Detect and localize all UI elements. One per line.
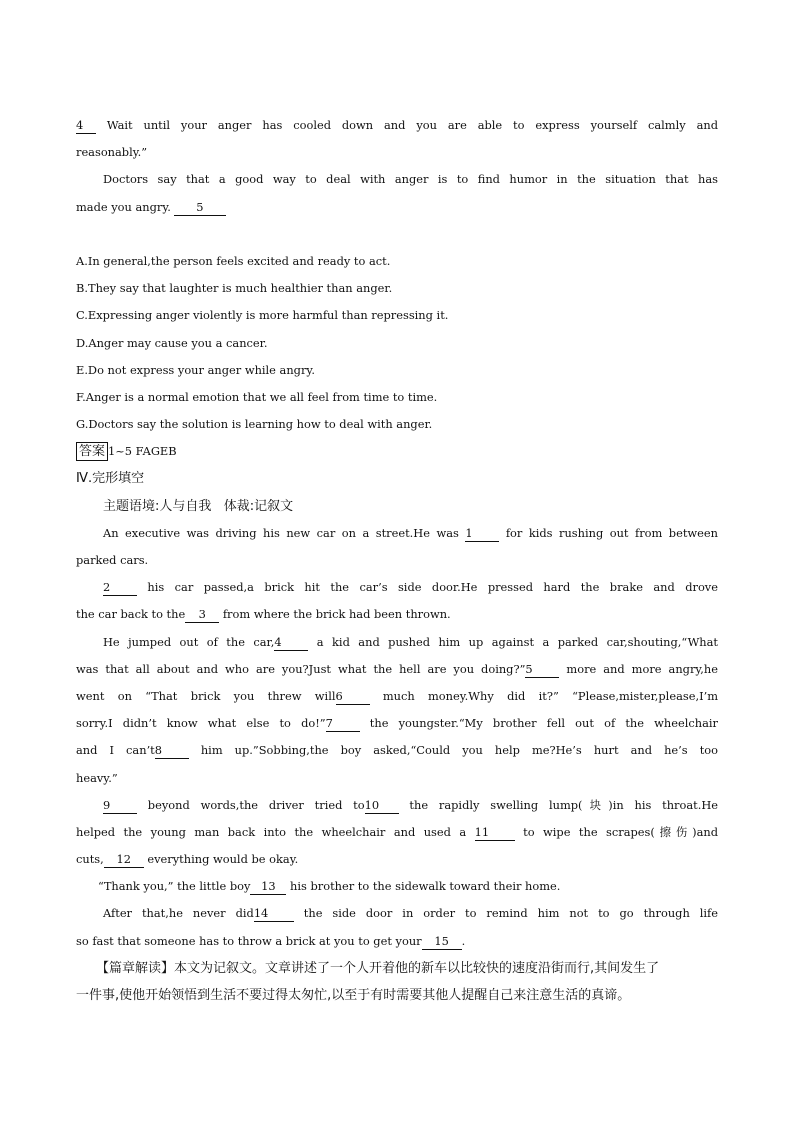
cloze-line: After that,he never did14 the side door in order to remind him not to go through life bbox=[103, 906, 718, 921]
blank-4b[interactable]: 4 bbox=[274, 635, 308, 651]
option-list bbox=[76, 248, 718, 438]
analysis-label: 【篇章解读】 bbox=[96, 960, 175, 976]
passage-line: Doctors say that a good way to deal with anger is to find humor in the situation that has bbox=[103, 172, 718, 187]
cloze-line: He jumped out of the car,4 a kid and pushed him up against a parked car,shouting,“What bbox=[103, 634, 718, 649]
cloze-line: 9 beyond words,the driver tried to10 the rapidly swelling lump(块)in his throat.He bbox=[103, 797, 718, 812]
blank-5[interactable]: 5 bbox=[174, 200, 226, 216]
option-item: C.Expressing anger violently is more harmful than repressing it. bbox=[76, 308, 449, 323]
blank-14[interactable]: 14 bbox=[254, 906, 294, 922]
answer-value: 1~5 FAGEB bbox=[108, 444, 177, 459]
passage-line: made you angry. 5 bbox=[76, 194, 718, 221]
cloze-line: so fast that someone has to throw a brick at you to get your 15 . bbox=[76, 933, 466, 948]
option-item: F.Anger is a normal emotion that we all feel from time to time. bbox=[76, 389, 438, 404]
cloze-line: helped the young man back into the wheelchair and used a 11 to wipe the scrapes(擦伤)and bbox=[76, 824, 718, 839]
analysis-line: 一件事,使他开始领悟到生活不要过得太匆忙,以至于有时需要其他人提醒自己来注意生活的真谛。 bbox=[76, 988, 631, 1003]
blank-1[interactable]: 1 bbox=[465, 526, 499, 542]
cloze-line: was that all about and who are you?Just what the hell are you doing?”5 more and more angry,he bbox=[76, 661, 718, 676]
answer-label: 答案 bbox=[76, 442, 108, 461]
cloze-line: and I can’t8 him up.”Sobbing,the boy asked,“Could you help me?He’s hurt and he’s too bbox=[76, 743, 718, 758]
option-item: G.Doctors say the solution is learning how to deal with anger. bbox=[76, 417, 433, 432]
cloze-line: “Thank you,” the little boy 13 his brother to the sidewalk toward their home. bbox=[98, 879, 561, 894]
section-heading: Ⅳ.完形填空 bbox=[76, 471, 145, 487]
blank-7[interactable]: 7 bbox=[326, 716, 360, 732]
analysis-line: 【篇章解读】本文为记叙文。文章讲述了一个人开着他的新车以比较快的速度沿街而行,其间发生了 bbox=[96, 960, 660, 976]
option-item: A.In general,the person feels excited and ready to act. bbox=[76, 253, 391, 268]
blank-4[interactable]: 4 bbox=[76, 118, 96, 134]
blank-15[interactable]: 15 bbox=[422, 934, 462, 950]
blank-3[interactable]: 3 bbox=[185, 607, 219, 623]
passage-line: 4 Wait until your anger has cooled down and you are able to express yourself calmly and bbox=[76, 118, 718, 132]
blank-2[interactable]: 2 bbox=[103, 580, 137, 596]
option-item: B.They say that laughter is much healthier than anger. bbox=[76, 281, 393, 296]
cloze-line: sorry.I didn’t know what else to do!”7 the youngster.“My brother fell out of the wheelchair bbox=[76, 716, 718, 731]
cloze-line: An executive was driving his new car on a street.He was 1 for kids rushing out from between bbox=[103, 525, 718, 540]
cloze-line: 2 his car passed,a brick hit the car’s side door.He pressed hard the brake and drove bbox=[103, 580, 718, 595]
blank-5b[interactable]: 5 bbox=[525, 662, 559, 678]
blank-6[interactable]: 6 bbox=[336, 689, 370, 705]
blank-8[interactable]: 8 bbox=[155, 743, 189, 759]
cloze-line: the car back to the 3 from where the brick had been thrown. bbox=[76, 607, 451, 622]
cloze-line: parked cars. bbox=[76, 553, 149, 567]
cloze-line: heavy.” bbox=[76, 770, 118, 785]
blank-11[interactable]: 11 bbox=[475, 825, 515, 841]
cloze-line: cuts, 12 everything would be okay. bbox=[76, 852, 299, 867]
option-item: E.Do not express your anger while angry. bbox=[76, 362, 315, 377]
blank-13[interactable]: 13 bbox=[250, 879, 286, 895]
passage-line: reasonably.” bbox=[76, 145, 148, 160]
answer-line bbox=[76, 438, 718, 465]
blank-10[interactable]: 10 bbox=[365, 798, 399, 814]
blank-12[interactable]: 12 bbox=[104, 852, 144, 868]
theme-line: 主题语境:人与自我 体裁:记叙文 bbox=[103, 498, 294, 514]
document-page bbox=[76, 112, 718, 1009]
blank-9[interactable]: 9 bbox=[103, 798, 137, 814]
option-item: D.Anger may cause you a cancer. bbox=[76, 335, 268, 350]
cloze-line: went on “That brick you threw will6 much money.Why did it?” “Please,mister,please,I’m bbox=[76, 688, 718, 703]
